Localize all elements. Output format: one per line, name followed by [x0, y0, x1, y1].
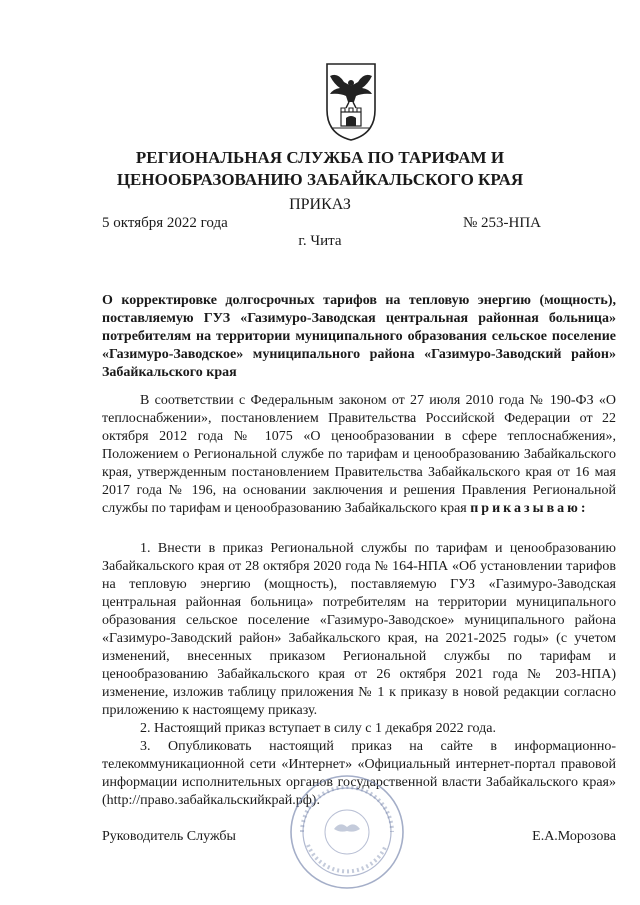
organization-title-line-1: РЕГИОНАЛЬНАЯ СЛУЖБА ПО ТАРИФАМ И	[135, 148, 505, 167]
signer-position: Руководитель Службы	[102, 829, 236, 844]
preamble-text: В соответствии с Федеральным законом от 27 июля 2010 года № 190-ФЗ «О теплоснабжении», постановлением Правительства Российской Федерации от 22 октября 2012 года № 1075 «О ценообразовании в сфере теплоснабжения», Положением о Региональной службе по тарифам и ценообразованию Забайкальского края, утвержденным постановлением Правительства Забайкальского края от 16 мая 2017 года № 196, на основании заключения и решения Правления Региональной службы по тарифам и ценообразованию Забайкальского края	[102, 393, 616, 516]
document-number: № 253-НПА	[462, 215, 541, 231]
order-item-3: 3. Опубликовать настоящий приказ на сайте в информационно-телекоммуникационной сети «Интернет» «Официальный интернет-портал правовой информации исполнительных органов государственной власти Забайкальского края» (http://право.забайкальскийкрай.рф).	[102, 739, 616, 808]
document-body	[102, 392, 616, 810]
order-word: приказываю:	[470, 501, 589, 516]
document-type: ПРИКАЗ	[289, 196, 351, 213]
signer-name: Е.А.Морозова	[532, 829, 616, 844]
order-item-1: 1. Внести в приказ Региональной службы по тарифам и ценообразованию Забайкальского края от 28 октября 2020 года № 164-НПА «Об установлении тарифов на тепловую энергию (мощность), поставляемую ГУЗ «Газимуро-Заводская центральная районная больница» потребителям на территории муниципального образования сельское поселение «Газимуро-Заводское» муниципального района «Газимуро-Заводский район» Забайкальского края, на 2021-2025 годы» (с учетом изменений, внесенных приказом Региональной службы по тарифам и ценообразованию Забайкальского края от 26 октября 2021 года № 203-НПА) изменение, изложив таблицу приложения № 1 к приказу в новой редакции согласно приложению к настоящему приказу.	[102, 541, 616, 718]
organization-title	[60, 147, 580, 191]
coat-of-arms-icon	[324, 62, 378, 142]
document-subject: О корректировке долгосрочных тарифов на тепловую энергию (мощность), поставляемую ГУЗ «Газимуро-Заводская центральная районная больница» потребителям на территории муниципального образования сельское поселение «Газимуро-Заводское» муниципального района «Газимуро-Заводский район» Забайкальского края	[102, 293, 616, 380]
preamble-paragraph	[102, 392, 616, 518]
official-seal-icon	[288, 773, 406, 891]
document-city: г. Чита	[298, 233, 342, 249]
organization-title-line-2: ЦЕНООБРАЗОВАНИЮ ЗАБАЙКАЛЬСКОГО КРАЯ	[116, 170, 524, 189]
order-item-2: 2. Настоящий приказ вступает в силу с 1 декабря 2022 года.	[140, 721, 496, 736]
document-date: 5 октября 2022 года	[102, 215, 228, 231]
